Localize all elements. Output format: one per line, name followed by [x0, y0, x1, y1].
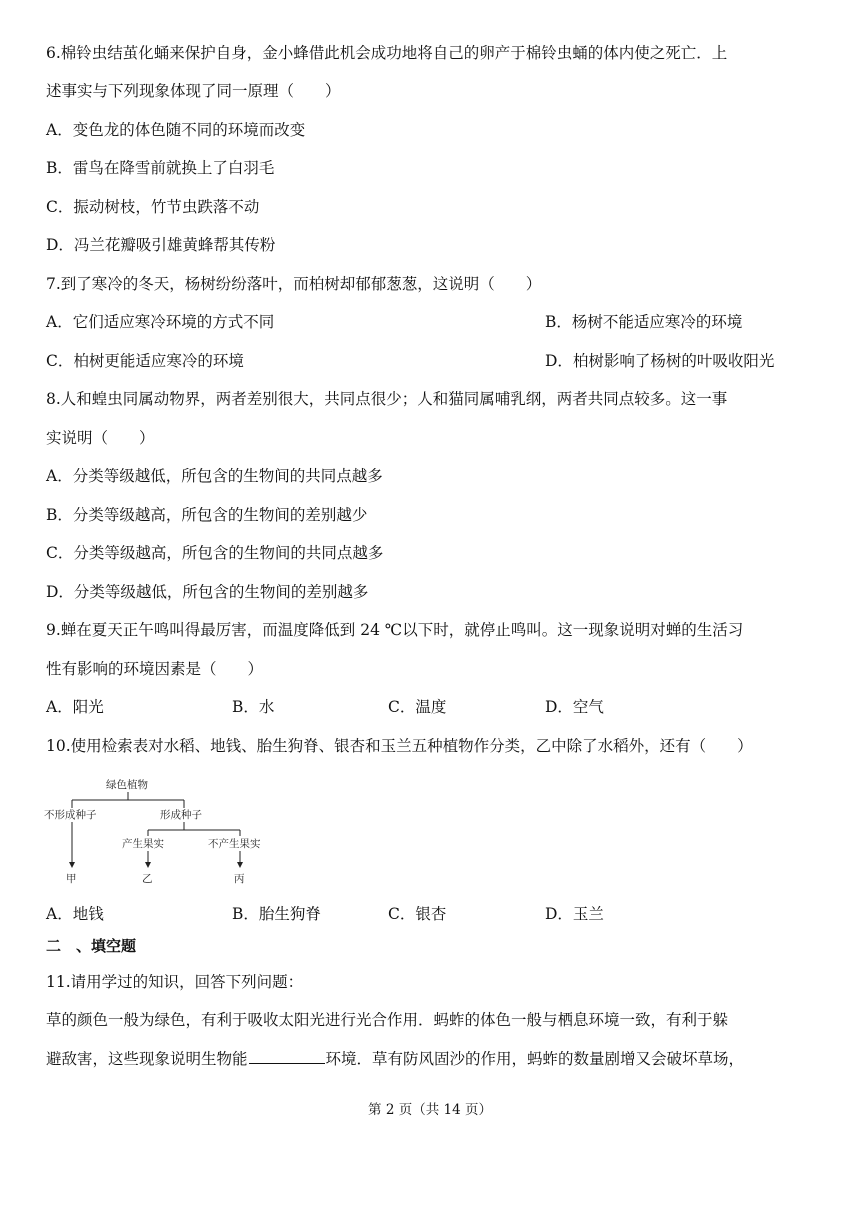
diagram-seed-label: 形成种子	[160, 809, 202, 821]
q6-option-d: D．冯兰花瓣吸引雄黄蜂帮其传粉	[46, 236, 276, 254]
q11-paragraph-line2	[46, 1049, 744, 1069]
q6-stem-line1: 6.棉铃虫结茧化蛹来保护自身，金小蜂借此机会成功地将自己的卵产于棉铃虫蛹的体内使之死亡．上	[46, 44, 728, 62]
q11-text-before-blank: 避敌害，这些现象说明生物能	[46, 1050, 248, 1068]
q7-option-b: B．杨树不能适应寒冷的环境	[545, 313, 743, 331]
q10-option-a: A．地钱	[46, 905, 104, 923]
q6-stem-line2: 述事实与下列现象体现了同一原理（ ）	[46, 82, 341, 100]
diagram-fruit-label: 产生果实	[122, 838, 164, 850]
q10-stem: 10.使用检索表对水稻、地钱、胎生狗脊、银杏和玉兰五种植物作分类，乙中除了水稻外，还有（ ）	[46, 737, 753, 755]
q10-option-b: B．胎生狗脊	[232, 905, 321, 923]
section-heading-fill-in: 二 、填空题	[46, 937, 137, 955]
q10-option-d: D．玉兰	[545, 905, 604, 923]
q8-option-b: B．分类等级越高，所包含的生物间的差别越少	[46, 506, 368, 524]
q7-option-c: C．柏树更能适应寒冷的环境	[46, 352, 244, 370]
q9-option-c: C．温度	[388, 698, 447, 716]
page-number-footer: 第 2 页（共 14 页）	[368, 1102, 492, 1118]
diagram-no-seed-label: 不形成种子	[44, 809, 97, 821]
q11-stem: 11.请用学过的知识，回答下列问题：	[46, 973, 304, 991]
diagram-leaf-jia: 甲	[66, 873, 77, 885]
q6-option-c: C．振动树枝，竹节虫跌落不动	[46, 198, 260, 216]
q9-option-a: A．阳光	[46, 698, 104, 716]
q6-option-b: B．雷鸟在降雪前就换上了白羽毛	[46, 159, 275, 177]
diagram-root-label: 绿色植物	[106, 779, 148, 791]
q8-option-c: C．分类等级越高，所包含的生物间的共同点越多	[46, 544, 384, 562]
q11-paragraph-line1: 草的颜色一般为绿色，有利于吸收太阳光进行光合作用．蚂蚱的体色一般与栖息环境一致，有利于躲	[46, 1011, 729, 1029]
diagram-leaf-yi: 乙	[142, 873, 153, 885]
q8-stem-line2: 实说明（ ）	[46, 429, 155, 447]
classification-key-diagram	[44, 776, 284, 888]
diagram-no-fruit-label: 不产生果实	[208, 838, 261, 850]
q8-stem-line1: 8.人和蝗虫同属动物界，两者差别很大，共同点很少；人和猫同属哺乳纲，两者共同点较多。这一事	[46, 390, 728, 408]
q8-option-d: D．分类等级越低，所包含的生物间的差别越多	[46, 583, 369, 601]
q7-option-a: A．它们适应寒冷环境的方式不同	[46, 313, 275, 331]
diagram-leaf-bing: 丙	[234, 873, 245, 885]
q9-option-b: B．水	[232, 698, 275, 716]
q6-option-a: A．变色龙的体色随不同的环境而改变	[46, 121, 306, 139]
q11-text-after-blank: 环境．草有防风固沙的作用，蚂蚱的数量剧增又会破坏草场，	[325, 1050, 745, 1068]
q9-option-d: D．空气	[545, 698, 604, 716]
q7-stem: 7.到了寒冷的冬天，杨树纷纷落叶，而柏树却郁郁葱葱，这说明（ ）	[46, 275, 542, 293]
q9-stem-line1: 9.蝉在夏天正午鸣叫得最厉害，而温度降低到 24 ℃以下时，就停止鸣叫。这一现象说明对蝉的生活习	[46, 621, 744, 639]
q11-answer-blank[interactable]	[249, 1049, 325, 1064]
q9-stem-line2: 性有影响的环境因素是（ ）	[46, 660, 264, 678]
q10-option-c: C．银杏	[388, 905, 447, 923]
q7-option-d: D．柏树影响了杨树的叶吸收阳光	[545, 352, 775, 370]
q8-option-a: A．分类等级越低，所包含的生物间的共同点越多	[46, 467, 383, 485]
